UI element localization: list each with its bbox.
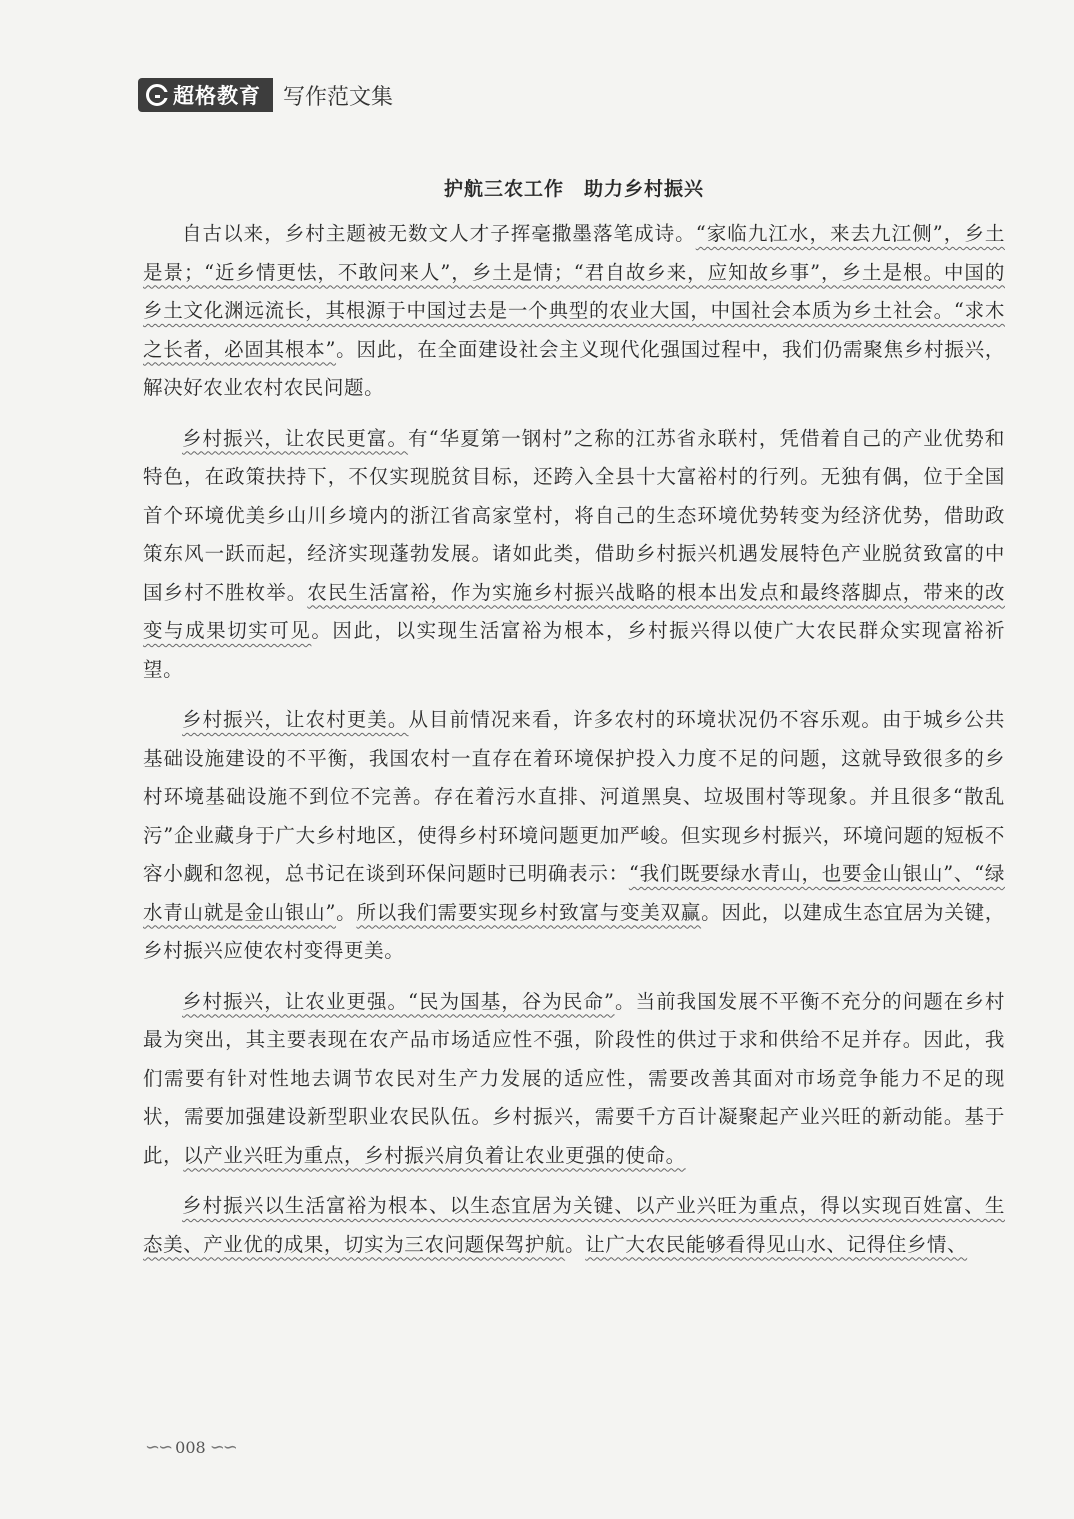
paragraph-text: 。因此，以实现生活富裕为根本，乡村振兴得以使广大农民群众实现富裕祈望。 (143, 619, 1005, 681)
underlined-text: 乡村振兴以生活富裕为根本、以生态宜居为关键、以产业兴旺为重点，得以实现百姓富、生态美、产业优的成果，切实为三农问题保驾护航 (143, 1194, 1005, 1256)
underlined-text: 让广大农民能够看得见山水、记得住乡情、 (585, 1232, 968, 1256)
paragraph-text: 。 (336, 900, 357, 924)
paragraph-text: 。当前我国发展不平衡不充分的问题在乡村最为突出，其主要表现在农产品市场适应性不强，阶段性的供过于求和供给不足并存。因此，我们需要有针对性地去调节农民对生产力发展的适应性，需要改善其面对市场竞争能力不足的现状，需要加强建设新型职业农民队伍。乡村振兴，需要千方百计凝聚起产业兴旺的新动能。基于此， (143, 989, 1006, 1167)
paragraph-text: 自古以来，乡村主题被无数文人才子挥毫撒墨落笔成诗。 (182, 222, 696, 245)
paragraph (143, 1187, 1005, 1264)
underlined-text: “我们既要绿水青山，也要金山银山”、“绿水青山就是金山银山” (143, 862, 1005, 924)
paragraph-text: 。因此，在全面建设社会主义现代化强国过程中，我们仍需聚焦乡村振兴，解决好农业农村农民问题。 (143, 337, 1005, 399)
brand-c-icon (146, 84, 168, 106)
underlined-text: “家临九江水，来去九江侧”，乡土是景；“近乡情更怯，不敢问来人”，乡土是情；“君自故乡来，应知故乡事”，乡土是根。中国的乡土文化渊远流长，其根源于中国过去是一个典型的农业大国，中国社会本质为乡土社会。“求木之长者，必固其根本” (143, 222, 1005, 361)
underlined-text: 乡村振兴，让农业更强。“民为国基，谷为民命” (182, 989, 615, 1013)
page-footer (145, 1437, 236, 1458)
brand-logo (138, 78, 273, 112)
underlined-text: 以产业兴旺为重点，乡村振兴肩负着让农业更强的使命。 (183, 1143, 686, 1167)
paragraph (143, 420, 1005, 690)
brand-name: 超格教育 (173, 84, 261, 108)
paragraph-text: 从目前情况来看，许多农村的环境状况仍不容乐观。由于城乡公共基础设施建设的不平衡，我国农村一直存在着环境保护投入力度不足的问题，这就导致很多的乡村环境基础设施不到位不完善。存在着污水直排、河道黑臭、垃圾围村等现象。并且很多“散乱污”企业藏身于广大乡村地区，使得乡村环境问题更加严峻。但实现乡村振兴，环境问题的短板不容小觑和忽视，总书记在谈到环保问题时已明确表示： (143, 708, 1005, 885)
underlined-text: 所以我们需要实现乡村致富与变美双赢 (356, 900, 702, 924)
paragraph-text: 。 (565, 1232, 586, 1256)
book-title: 写作范文集 (283, 84, 394, 110)
paragraph (143, 701, 1005, 971)
paragraph-text: 。因此，以建成生态宜居为关键，乡村振兴应使农村变得更美。 (143, 900, 1005, 962)
article-title: 护航三农工作 助力乡村振兴 (443, 178, 704, 200)
underlined-text: 乡村振兴，让农民更富。 (182, 426, 409, 450)
article-body (143, 215, 1005, 1264)
ornament-right-icon: ∽∽ (209, 1437, 236, 1458)
paragraph (143, 983, 1005, 1176)
paragraph (143, 215, 1005, 408)
underlined-text: 乡村振兴，让农村更美。 (182, 708, 409, 731)
underlined-text: 农民生活富裕，作为实施乡村振兴战略的根本出发点和最终落脚点，带来的改变与成果切实可见 (143, 580, 1005, 642)
page-number: 008 (175, 1438, 206, 1457)
page-header (138, 78, 393, 112)
ornament-left-icon: ∽∽ (145, 1437, 172, 1458)
article (143, 174, 1005, 1264)
paragraph-text: 有“华夏第一钢村”之称的江苏省永联村，凭借着自己的产业优势和特色，在政策扶持下，不仅实现脱贫目标，还跨入全县十大富裕村的行列。无独有偶，位于全国首个环境优美乡山川乡境内的浙江省高家堂村，将自己的生态环境优势转变为经济优势，借助政策东风一跃而起，经济实现蓬勃发展。诸如此类，借助乡村振兴机遇发展特色产业脱贫致富的中国乡村不胜枚举。 (143, 426, 1005, 604)
